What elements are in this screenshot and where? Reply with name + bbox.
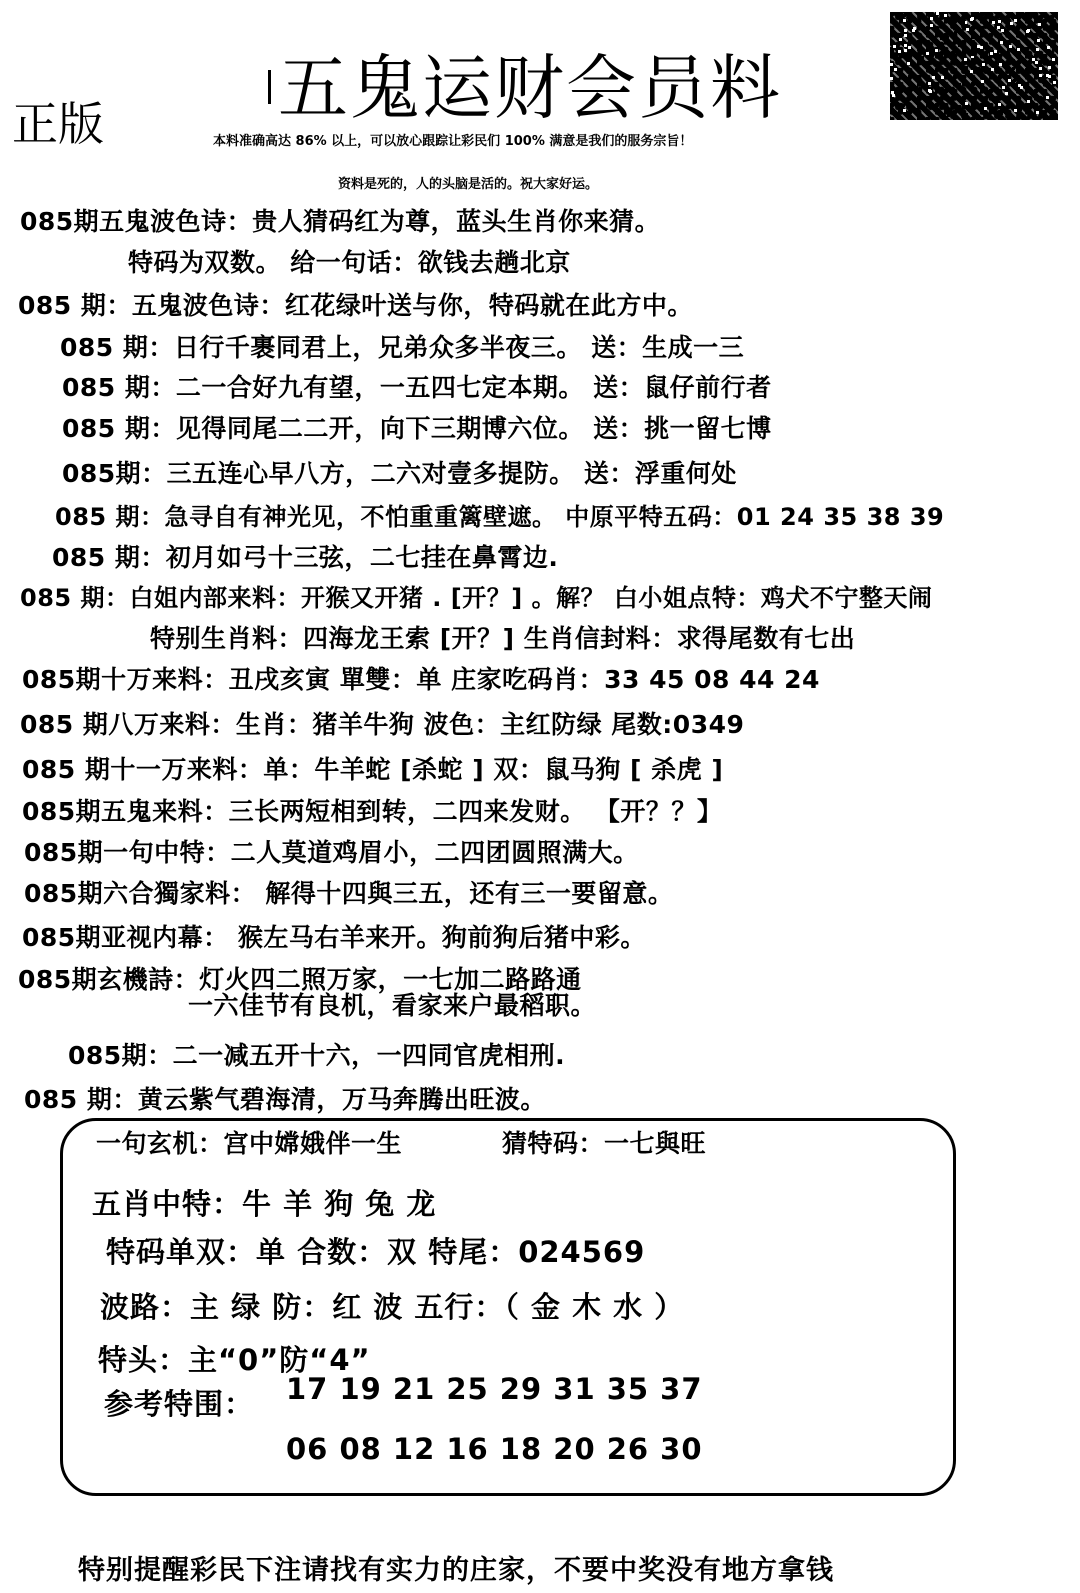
- qr-speck: [903, 14, 906, 17]
- qr-speck: [964, 58, 967, 61]
- qr-speck: [965, 66, 968, 69]
- qr-speck: [898, 110, 901, 113]
- text-line: 一六佳节有良机，看家来户最稻职。: [188, 991, 597, 1020]
- qr-speck: [1047, 46, 1050, 49]
- qr-speck: [958, 44, 961, 47]
- qr-speck: [1018, 84, 1021, 87]
- qr-speck: [890, 63, 893, 66]
- qr-speck: [999, 63, 1002, 66]
- qr-speck: [958, 83, 961, 86]
- qr-speck: [1048, 66, 1051, 69]
- qr-speck: [898, 50, 901, 53]
- qr-speck: [907, 62, 910, 65]
- qr-speck: [1019, 108, 1022, 111]
- qr-speck: [971, 36, 974, 39]
- qr-speck: [1035, 61, 1038, 64]
- qr-speck: [991, 68, 994, 71]
- qr-speck: [1000, 41, 1003, 44]
- qr-speck: [965, 113, 968, 116]
- qr-speck: [1053, 81, 1056, 84]
- text-line: 085 期：黄云紫气碧海清，万马奔腾出旺波。: [24, 1085, 546, 1114]
- qr-speck: [992, 21, 995, 24]
- qr-speck: [998, 103, 1001, 106]
- qr-speck: [947, 114, 950, 117]
- text-line: 085期：二一减五开十六，一四同官虎相刑.: [68, 1041, 566, 1070]
- qr-speck: [1039, 67, 1042, 70]
- qr-speck: [982, 63, 985, 66]
- header-note-1: 本料准确高达 86% 以上，可以放心跟踪让彩民们 100% 满意是我们的服务宗旨！: [213, 134, 693, 149]
- footer-warning: 特别提醒彩民下注请找有实力的庄家，不要中奖没有地方拿钱: [78, 1555, 834, 1586]
- qr-speck: [1001, 29, 1004, 32]
- box-guess-code: 猜特码：一七與旺: [502, 1129, 707, 1158]
- qr-speck: [934, 92, 937, 95]
- text-line: 085期：三五连心早八方，二六对壹多提防。 送：浮重何处: [62, 459, 737, 488]
- qr-speck: [910, 88, 913, 91]
- qr-speck: [998, 20, 1001, 23]
- qr-speck: [1032, 58, 1035, 61]
- qr-speck: [1026, 30, 1029, 33]
- qr-speck: [1012, 59, 1015, 62]
- qr-speck: [936, 12, 939, 15]
- qr-speck: [962, 19, 965, 22]
- qr-speck: [977, 45, 980, 48]
- qr-speck: [1038, 23, 1041, 26]
- qr-speck: [930, 17, 933, 20]
- qr-speck: [1049, 109, 1052, 112]
- qr-speck: [891, 49, 894, 52]
- qr-speck: [958, 64, 961, 67]
- qr-speck: [915, 86, 918, 89]
- qr-speck: [930, 24, 933, 27]
- qr-speck: [903, 19, 906, 22]
- text-line: 085期五鬼波色诗：贵人猜码红为尊，蓝头生肖你来猜。: [20, 207, 661, 236]
- text-line: 085 期：见得同尾二二开，向下三期博六位。 送：挑一留七博: [62, 414, 772, 443]
- qr-speck: [994, 50, 997, 53]
- qr-speck: [1017, 48, 1020, 51]
- text-line: 085期亚视内幕： 猴左马右羊来开。狗前狗后猪中彩。: [22, 923, 646, 952]
- qr-speck: [928, 89, 931, 92]
- qr-speck: [940, 37, 943, 40]
- qr-speck: [962, 51, 965, 54]
- qr-speck: [1013, 79, 1016, 82]
- text-line: 085 期：五鬼波色诗：红花绿叶送与你，特码就在此方中。: [18, 291, 693, 320]
- qr-speck: [892, 94, 895, 97]
- qr-speck: [904, 34, 907, 37]
- qr-speck: [1002, 86, 1005, 89]
- qr-speck: [1046, 96, 1049, 99]
- text-line: 085期一句中特：二人莫道鸡眉小，二四团圆照满大。: [24, 838, 639, 867]
- text-line: 085 期：日行千裹同君上，兄弟众多半夜三。 送：生成一三: [60, 333, 745, 362]
- qr-speck: [1027, 100, 1030, 103]
- qr-speck: [935, 49, 938, 52]
- qr-speck: [1036, 111, 1039, 114]
- qr-speck: [941, 76, 944, 79]
- qr-speck: [977, 67, 980, 70]
- edition-label: 正版: [12, 97, 104, 151]
- qr-speck: [1012, 67, 1015, 70]
- page-title: 五鬼运财会员料: [278, 47, 782, 129]
- qr-speck: [908, 46, 911, 49]
- box-odd-even: 特码单双：单 合数：双 特尾：024569: [106, 1235, 646, 1269]
- qr-speck: [1014, 109, 1017, 112]
- text-line: 085期玄機詩：灯火四二照万家，一七加二路路通: [18, 965, 582, 994]
- box-five-zodiac: 五肖中特：牛 羊 狗 兔 龙: [92, 1187, 437, 1221]
- qr-speck: [893, 45, 896, 48]
- qr-speck: [1009, 73, 1012, 76]
- qr-speck: [931, 54, 934, 57]
- qr-speck: [1005, 92, 1008, 95]
- qr-speck: [997, 26, 1000, 29]
- qr-speck: [1009, 45, 1012, 48]
- qr-speck: [899, 38, 902, 41]
- box-ref-numbers-2: 06 08 12 16 18 20 26 30: [286, 1432, 703, 1466]
- qr-speck: [983, 34, 986, 37]
- box-riddle: 一句玄机：宫中嫦娥伴一生: [96, 1129, 403, 1158]
- qr-speck: [913, 51, 916, 54]
- qr-speck: [970, 18, 973, 21]
- qr-speck: [945, 70, 948, 73]
- qr-speck: [1008, 79, 1011, 82]
- box-head: 特头：主“0”防“4”: [98, 1343, 371, 1377]
- qr-speck: [1037, 39, 1040, 42]
- box-ref-numbers-1: 17 19 21 25 29 31 35 37: [286, 1372, 703, 1406]
- qr-speck: [971, 58, 974, 61]
- text-line: 085期六合獨家料： 解得十四與三五，还有三一要留意。: [24, 879, 674, 908]
- qr-speck: [954, 31, 957, 34]
- qr-speck: [894, 68, 897, 71]
- qr-speck: [990, 52, 993, 55]
- text-line: 085 期：白姐内部来料：开猴又开猪 . [开？] 。解？ 白小姐点特：鸡犬不宁整天闹: [20, 584, 933, 612]
- text-line: 085期十万来料：丑戌亥寅 單雙：单 庄家吃码肖：33 45 08 44 24: [22, 665, 820, 694]
- qr-code-image: [890, 12, 1058, 120]
- qr-speck: [1046, 74, 1049, 77]
- qr-speck: [1013, 94, 1016, 97]
- qr-speck: [1000, 49, 1003, 52]
- qr-speck: [980, 46, 983, 49]
- text-line: 特别生肖料：四海龙王索 [开？] 生肖信封料：求得尾数有七出: [150, 624, 856, 653]
- qr-speck: [921, 56, 924, 59]
- qr-speck: [972, 107, 975, 110]
- qr-speck: [1036, 48, 1039, 51]
- qr-speck: [986, 25, 989, 28]
- qr-speck: [890, 77, 893, 80]
- qr-speck: [1000, 112, 1003, 115]
- qr-speck: [1052, 58, 1055, 61]
- qr-speck: [984, 107, 987, 110]
- qr-speck: [944, 14, 947, 17]
- qr-speck: [932, 76, 935, 79]
- qr-speck: [926, 52, 929, 55]
- text-line: 085 期十一万来料：单：牛羊蛇 [杀蛇 ] 双：鼠马狗 [ 杀虎 ]: [22, 755, 724, 784]
- qr-speck: [902, 104, 905, 107]
- qr-speck: [909, 106, 912, 109]
- box-wave-element: 波路：主 绿 防：红 波 五行：（ 金 木 水 ）: [100, 1290, 685, 1324]
- qr-speck: [1011, 40, 1014, 43]
- qr-speck: [966, 28, 969, 31]
- text-line: 085 期：急寻自有神光见，不怕重重篱壁遮。 中原平特五码：01 24 35 38 39: [55, 503, 945, 531]
- qr-speck: [1039, 74, 1042, 77]
- qr-speck: [904, 49, 907, 52]
- qr-speck: [917, 12, 920, 15]
- qr-speck: [916, 108, 919, 111]
- qr-speck: [966, 38, 969, 41]
- qr-speck: [909, 58, 912, 61]
- text-line: 特码为双数。 给一句话：欲钱去趟北京: [128, 248, 571, 277]
- qr-speck: [970, 70, 973, 73]
- qr-speck: [928, 82, 931, 85]
- header-note-2: 资料是死的，人的头脑是活的。祝大家好运。: [338, 177, 599, 192]
- qr-speck: [1054, 101, 1057, 104]
- qr-speck: [913, 27, 916, 30]
- qr-speck: [904, 44, 907, 47]
- text-line: 085 期：初月如弓十三弦，二七挂在鼻霄边.: [52, 543, 559, 572]
- qr-speck: [930, 58, 933, 61]
- qr-speck: [981, 80, 984, 83]
- box-ref-label: 参考特围：: [104, 1387, 255, 1421]
- qr-speck: [1014, 19, 1017, 22]
- text-line: 085 期八万来料：生肖：猪羊牛狗 波色：主红防绿 尾数:0349: [20, 710, 745, 739]
- qr-speck: [965, 102, 968, 105]
- text-line: 085期五鬼来料：三长两短相到转，二四来发财。 【开？？】: [22, 797, 723, 826]
- title-bar-mark: [268, 70, 271, 104]
- qr-speck: [928, 43, 931, 46]
- qr-speck: [946, 36, 949, 39]
- qr-speck: [904, 29, 907, 32]
- text-line: 085 期：二一合好九有望，一五四七定本期。 送：鼠仔前行者: [62, 373, 772, 402]
- qr-speck: [958, 105, 961, 108]
- qr-speck: [949, 20, 952, 23]
- qr-speck: [1010, 22, 1013, 25]
- qr-speck: [903, 109, 906, 112]
- qr-speck: [940, 15, 943, 18]
